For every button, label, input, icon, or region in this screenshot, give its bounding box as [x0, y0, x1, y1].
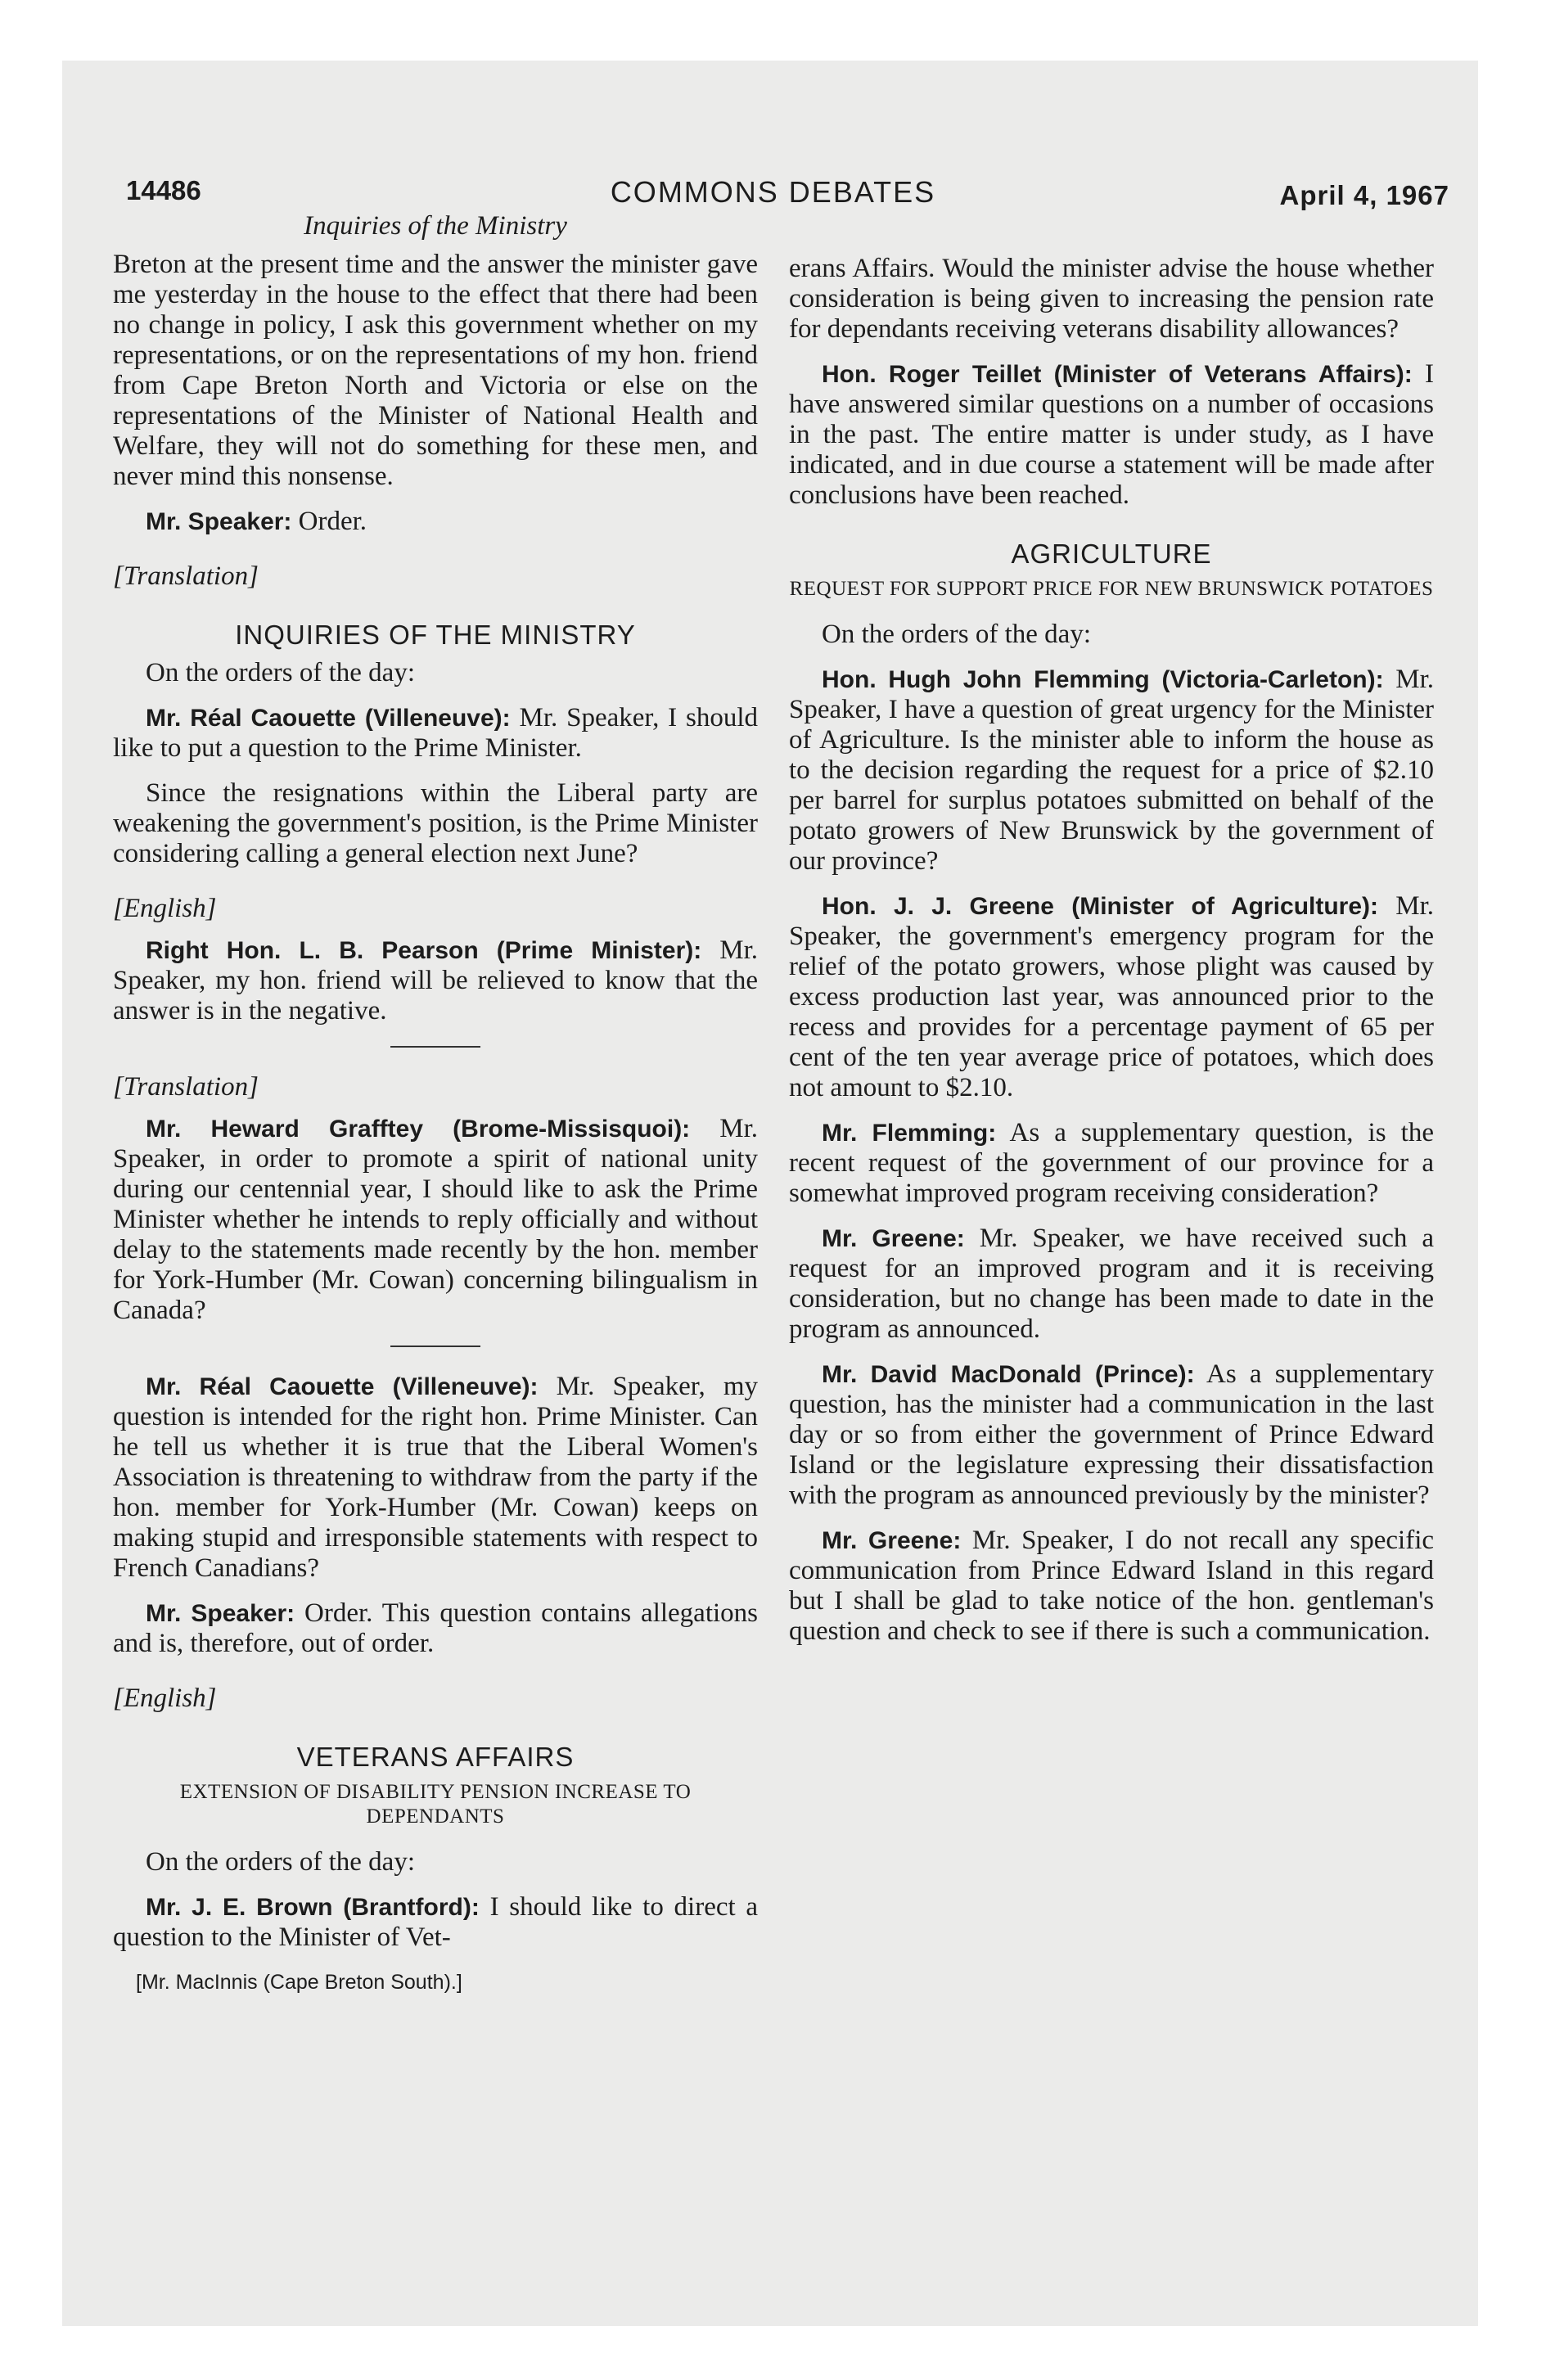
speaker-name: Hon. Roger Teillet (Minister of Veterans Affairs): — [822, 361, 1413, 388]
speech — [789, 1118, 1434, 1209]
speech-text: As a supplementary question, is the recent request of the government of our province for a somewhat improved program receiving consideration? — [789, 1118, 1434, 1208]
speaker-name: Mr. Speaker: — [146, 1600, 295, 1627]
section-heading: VETERANS AFFAIRS — [296, 1742, 575, 1772]
page-number: 14486 — [126, 175, 201, 205]
paragraph: On the orders of the day: — [146, 1847, 415, 1877]
speech-text: I should like to direct a question to the Minister of Vet- — [113, 1892, 759, 1952]
section-subheading: EXTENSION OF DISABILITY PENSION INCREASE TO DEPENDANTS — [179, 1781, 692, 1828]
language-marker: [English] — [113, 1684, 217, 1713]
speech-text: Order. — [298, 507, 367, 536]
right-column — [789, 254, 1434, 1661]
speech — [113, 1598, 758, 1659]
speech-text: As a supplementary question, has the minister had a communication in the last day or so from either the government of Prince Edward Island or the legislature expressing their dissatisfaction with the program as announced previously by the minister? — [789, 1359, 1434, 1510]
page-header — [0, 175, 1546, 216]
speaker-name: Mr. Speaker: — [146, 508, 292, 535]
speaker-name: Mr. Flemming: — [822, 1120, 997, 1147]
page-date: April 4, 1967 — [1279, 180, 1449, 210]
speech-text: Mr. Speaker, we have received such a request for an improved program and it is receiving consideration, but no change has been made to date in the program as announced. — [789, 1224, 1435, 1344]
speech-text: Mr. Speaker, I should like to put a question to the Prime Minister. — [113, 703, 758, 763]
speaker-name: Mr. Réal Caouette (Villeneuve): — [146, 705, 511, 732]
divider — [390, 1346, 480, 1347]
speech — [789, 359, 1434, 511]
speech — [789, 1526, 1434, 1647]
speech — [789, 665, 1434, 877]
speaker-name: Mr. J. E. Brown (Brantford): — [146, 1894, 480, 1921]
speech — [113, 1372, 758, 1584]
speech — [789, 1224, 1434, 1345]
speaker-name: Mr. Heward Grafftey (Brome-Missisquoi): — [146, 1116, 691, 1143]
language-marker: [Translation] — [113, 1072, 259, 1102]
language-marker: [Translation] — [113, 561, 259, 591]
speaker-name: Hon. J. J. Greene (Minister of Agriculture): — [822, 893, 1379, 920]
running-head: Inquiries of the Ministry — [304, 211, 567, 241]
speech-text: Mr. Speaker, I have a question of great urgency for the Minister of Agriculture. Is the minister able to inform the house as to the decision regarding the request for a price of $2.10 per barrel for surplus potatoes submitted on behalf of the potato growers of New Brunswick by the government of our province? — [789, 665, 1434, 876]
speaker-name: Mr. David MacDonald (Prince): — [822, 1361, 1195, 1388]
paragraph: Since the resignations within the Liberal party are weakening the government's position, is the Prime Minister considering calling a general election next June? — [113, 778, 758, 868]
footnote: [Mr. MacInnis (Cape Breton South).] — [136, 1971, 462, 1994]
speech — [113, 507, 758, 537]
divider — [390, 1046, 480, 1048]
section-heading: AGRICULTURE — [1011, 539, 1212, 569]
speaker-name: Hon. Hugh John Flemming (Victoria-Carleton): — [822, 666, 1384, 693]
speech-text: Mr. Speaker, my question is intended for the right hon. Prime Minister. Can he tell us whether it is true that the Liberal Women's Association is threatening to withdraw from the party if the hon. member for York-Humber (Mr. Cowan) keeps on making stupid and irresponsible statements with respect to French Canadians? — [113, 1372, 758, 1583]
section-subheading: REQUEST FOR SUPPORT PRICE FOR NEW BRUNSWICK POTATOES — [789, 578, 1434, 600]
speech — [113, 935, 758, 1026]
speech — [113, 703, 758, 764]
speaker-name: Mr. Greene: — [822, 1527, 962, 1554]
speech — [789, 1359, 1434, 1511]
speech — [113, 1892, 758, 1953]
speech-text: Mr. Speaker, I do not recall any specific communication from Prince Edward Island in this regard but I shall be glad to take notice of the hon. gentleman's question and check to see if there is such a communication. — [789, 1526, 1435, 1646]
speech-text: Mr. Speaker, my hon. friend will be relieved to know that the answer is in the negative. — [113, 935, 759, 1025]
speaker-name: Mr. Réal Caouette (Villeneuve): — [146, 1373, 539, 1400]
speech-text: Mr. Speaker, in order to promote a spirit of national unity during our centennial year, I should like to ask the Prime Minister whether he intends to reply officially and without delay to the statements made recently by the hon. member for York-Humber (Mr. Cowan) concerning bilingualism in Canada? — [113, 1114, 759, 1325]
paragraph: On the orders of the day: — [146, 658, 415, 687]
paragraph: erans Affairs. Would the minister advise the house whether consideration is being given to increasing the pension rate for dependants receiving veterans disability allowances? — [789, 254, 1434, 344]
speech — [113, 1114, 758, 1326]
left-column — [113, 211, 758, 1998]
speech-text: I have answered similar questions on a number of occasions in the past. The entire matter is under study, as I have indicated, and in due course a statement will be made after conclusions have been reached. — [789, 359, 1434, 510]
paragraph: Breton at the present time and the answer the minister gave me yesterday in the house to the effect that there had been no change in policy, I ask this government whether on my representations, or on the representations of my hon. friend from Cape Breton North and Victoria or else on the representations of the Minister of National Health and Welfare, they will not do something for these men, and never mind this nonsense. — [113, 250, 758, 491]
speaker-name: Mr. Greene: — [822, 1225, 965, 1252]
paragraph: On the orders of the day: — [822, 620, 1091, 649]
speaker-name: Right Hon. L. B. Pearson (Prime Minister): — [146, 937, 702, 964]
section-heading: INQUIRIES OF THE MINISTRY — [235, 620, 636, 650]
publication-title: COMMONS DEBATES — [610, 175, 936, 209]
speech — [789, 891, 1434, 1103]
speech-text: Mr. Speaker, the government's emergency program for the relief of the potato growers, whose plight was caused by excess production last year, was announced prior to the recess and provides for a percentage payment of 65 per cent of the ten year average price of potatoes, which does not amount to $2.10. — [789, 891, 1434, 1102]
speech-text: Order. This question contains allegations and is, therefore, out of order. — [113, 1598, 759, 1658]
language-marker: [English] — [113, 894, 217, 923]
